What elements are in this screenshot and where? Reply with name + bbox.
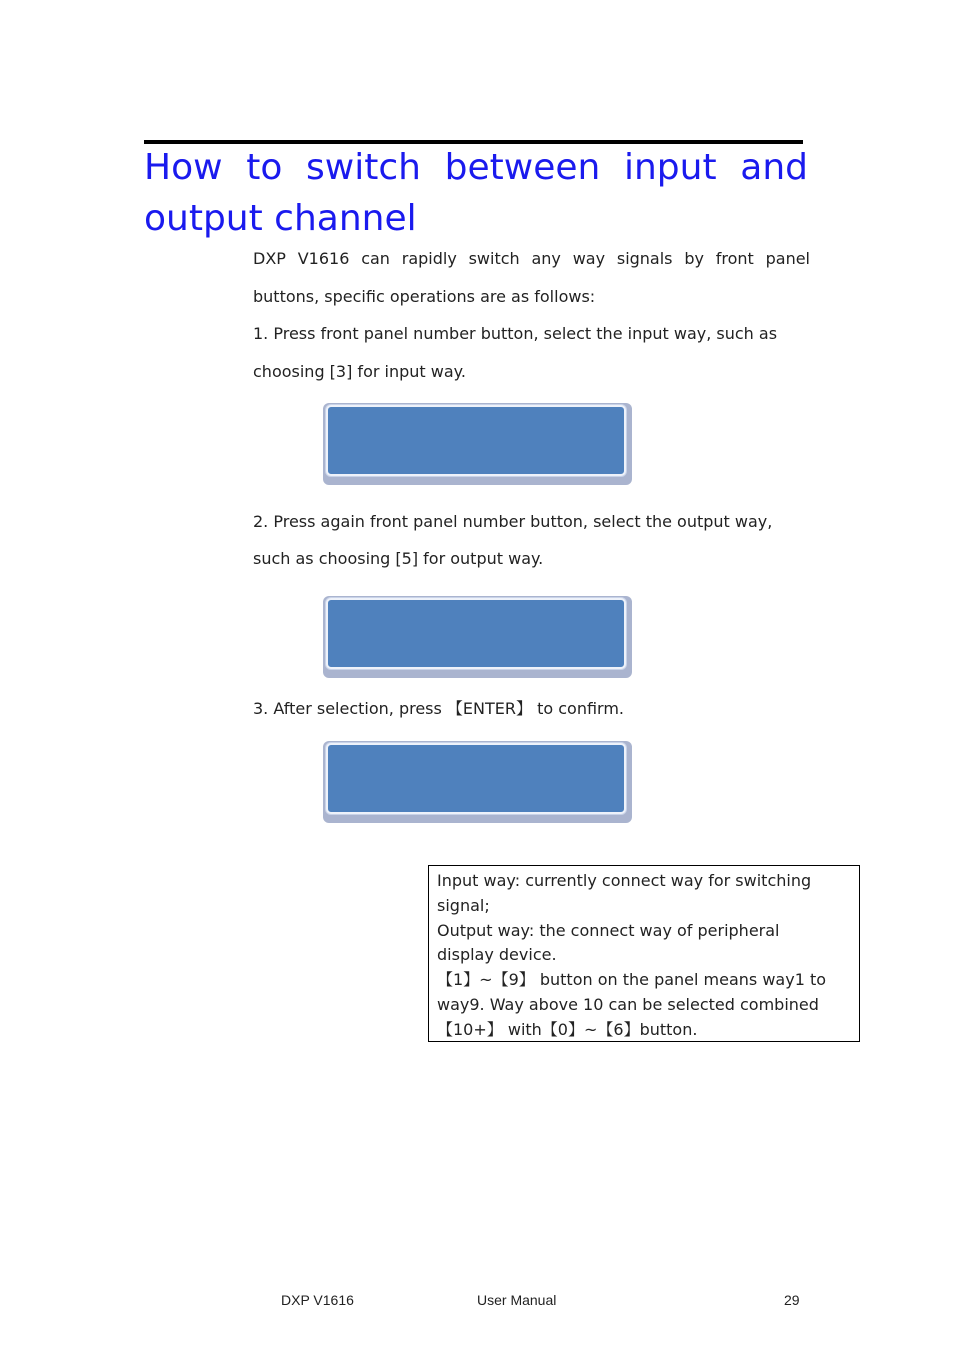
step2-line-2: such as choosing [5] for output way. xyxy=(253,549,544,568)
lcd-screen xyxy=(326,405,626,476)
note-line: 【10+】 with【0】~【6】button. xyxy=(437,1019,698,1039)
step2-line-1: 2. Press again front panel number button, select the output way, xyxy=(253,512,773,531)
heading-line-2: output channel xyxy=(144,198,417,239)
intro-line-1: DXP V1616 can rapidly switch any way signals by front panel xyxy=(253,249,810,268)
step1-line-2: choosing [3] for input way. xyxy=(253,362,466,381)
note-line: Output way: the connect way of peripheral xyxy=(437,920,780,940)
note-line: 【1】~【9】 button on the panel means way1 to xyxy=(437,970,827,990)
note-line: signal; xyxy=(437,895,490,915)
lcd-display-input xyxy=(323,403,632,485)
step3-line: 3. After selection, press 【ENTER】 to confirm. xyxy=(253,699,625,718)
note-box xyxy=(428,865,860,1042)
heading-line-1: How to switch between input and xyxy=(144,147,808,188)
section-heading xyxy=(144,142,808,244)
note-line: display device. xyxy=(437,945,557,965)
lcd-display-output xyxy=(323,596,632,678)
footer-page-number: 29 xyxy=(784,1292,800,1308)
lcd-screen xyxy=(326,598,626,669)
intro-line-2: buttons, specific operations are as follows: xyxy=(253,287,596,306)
note-line: way9. Way above 10 can be selected combined xyxy=(437,994,819,1014)
step1-line-1: 1. Press front panel number button, select the input way, such as xyxy=(253,324,778,343)
footer-product: DXP V1616 xyxy=(281,1292,354,1308)
lcd-screen xyxy=(326,743,626,814)
note-line: Input way: currently connect way for switching xyxy=(437,871,812,890)
footer-doc-title: User Manual xyxy=(477,1292,557,1308)
lcd-display-confirm xyxy=(323,741,632,823)
